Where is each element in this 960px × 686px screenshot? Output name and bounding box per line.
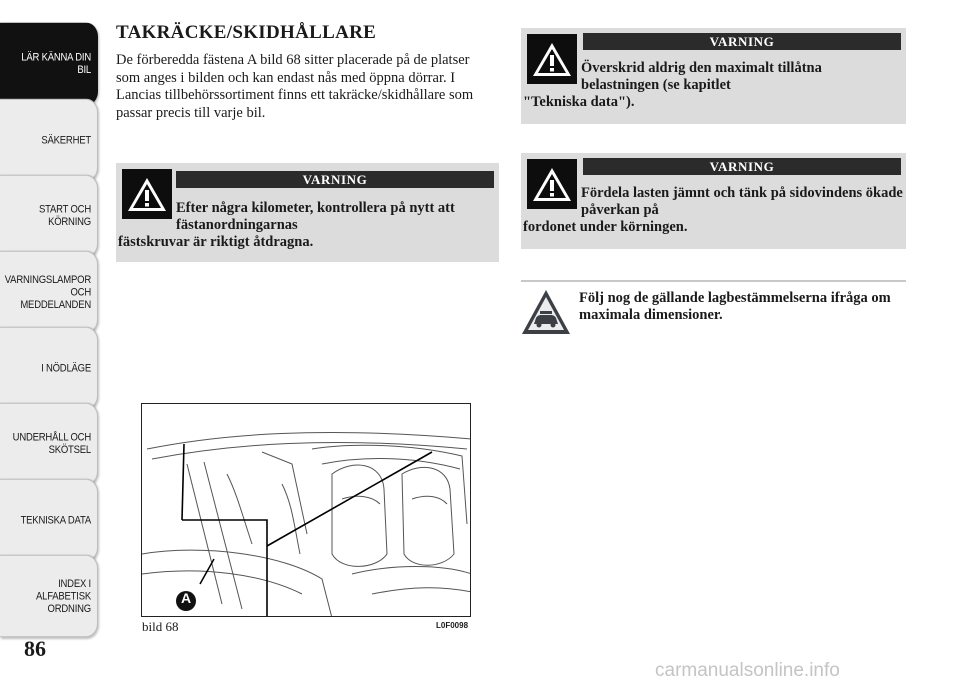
watermark: carmanualsonline.info <box>655 660 840 681</box>
page-number: 86 <box>24 636 46 661</box>
tab-i-nodlage[interactable]: I NÖDLÄGE <box>0 327 98 410</box>
road-sign-car-icon <box>521 288 571 336</box>
law-note: Följ nog de gällande lagbestämmelserna ifråga om maximala dimensioner. <box>579 290 891 323</box>
warning-text: Efter några kilometer, kontrollera på nytt att fästanordningarnas fästskruvar är riktigt åtdragna. <box>118 200 455 250</box>
chapter-sidebar <box>0 0 100 640</box>
warning-heading: VARNING <box>176 171 494 188</box>
tab-start-och-korning[interactable]: START OCH KÖRNING <box>0 175 98 258</box>
tab-index[interactable]: INDEX I ALFABETISK ORDNING <box>0 555 98 638</box>
figure-roof-mounts <box>141 403 471 617</box>
warning-box-2 <box>521 28 906 124</box>
section-body: De förberedda fästena A bild 68 sitter placerade på de platser som anges i bilden och kan endast nås med öppna dörrar. I Lancias tillbehörssortiment finns ett takräcke/skidhållare som passar precis till varje bil. <box>116 52 474 121</box>
figure-marker-a: A <box>180 590 192 606</box>
tab-varningslampor[interactable]: VARNINGSLAMPOR OCH MEDDELANDEN <box>0 251 98 334</box>
figure-code: L0F0098 <box>436 621 469 630</box>
divider <box>521 280 906 282</box>
figure-caption: bild 68 <box>142 619 179 634</box>
section-title: TAKRÄCKE/SKIDHÅLLARE <box>116 22 377 43</box>
warning-heading: VARNING <box>583 33 901 50</box>
tab-sakerhet[interactable]: SÄKERHET <box>0 99 98 182</box>
warning-text: Överskrid aldrig den maximalt tillåtna belastningen (se kapitlet "Tekniska data"). <box>523 60 822 110</box>
tab-underhall-och-skotsel[interactable]: UNDERHÅLL OCH SKÖTSEL <box>0 403 98 486</box>
tab-tekniska-data[interactable]: TEKNISKA DATA <box>0 479 98 562</box>
warning-box-3 <box>521 153 906 249</box>
car-interior-illustration <box>142 404 471 617</box>
tab-lar-kanna-din-bil[interactable]: LÄR KÄNNA DIN BIL <box>0 23 98 106</box>
warning-text: Fördela lasten jämnt och tänk på sidovindens ökade påverkan på fordonet under körningen. <box>523 185 903 235</box>
warning-box-1 <box>116 163 499 262</box>
warning-heading: VARNING <box>583 158 901 175</box>
